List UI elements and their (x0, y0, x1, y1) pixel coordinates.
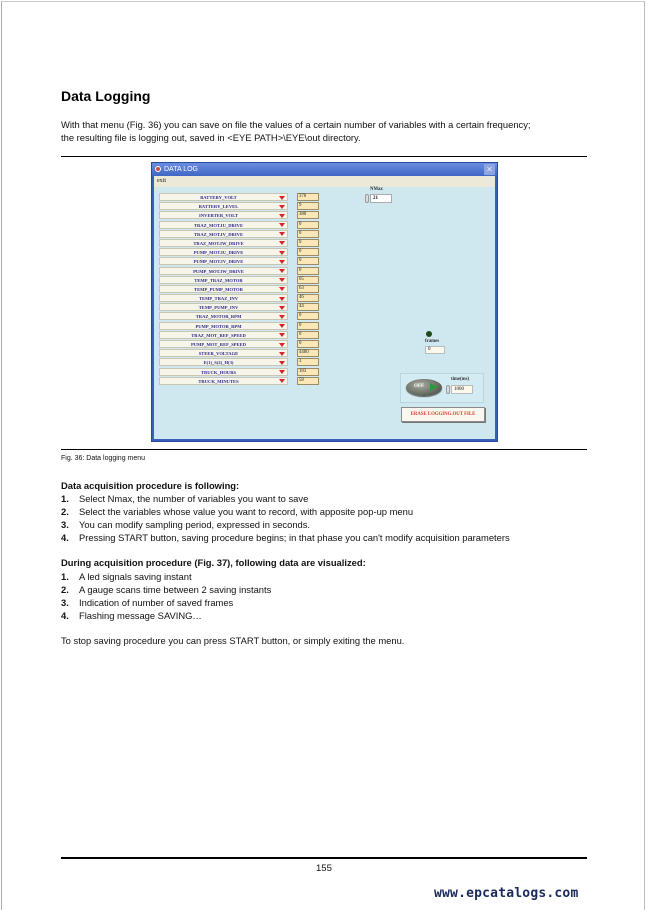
variable-select[interactable] (159, 230, 288, 238)
variable-select[interactable] (159, 193, 288, 201)
variable-name: TEMP_PUMP_MOTOR (194, 286, 243, 292)
variable-select[interactable] (159, 294, 288, 302)
step-text: Select Nmax, the number of variables you want to save (79, 493, 309, 504)
dropdown-arrow-icon[interactable] (279, 260, 285, 264)
start-button-label: OFF (414, 384, 424, 389)
stop-instructions: To stop saving procedure you can press START button, or simply exiting the menu. (61, 635, 405, 646)
list-item (61, 505, 510, 518)
variable-name: TRAZ_MOT.IV_DRIVE (193, 231, 244, 237)
variable-select[interactable] (159, 267, 288, 275)
step-number: 4. (61, 532, 69, 543)
dropdown-arrow-icon[interactable] (279, 269, 285, 273)
variable-value: 58 (297, 377, 319, 385)
variable-value: 0 (297, 322, 319, 330)
dropdown-arrow-icon[interactable] (279, 214, 285, 218)
list-item (61, 609, 271, 622)
figure-caption: Fig. 36: Data logging menu (61, 455, 146, 462)
nmax-spinner[interactable] (365, 194, 369, 203)
step-text: Flashing message SAVING… (79, 610, 202, 621)
variable-value: 44 (297, 303, 319, 311)
variable-name: E(1)_S(2)_H(3) (203, 360, 234, 366)
dropdown-arrow-icon[interactable] (279, 370, 285, 374)
dropdown-arrow-icon[interactable] (279, 352, 285, 356)
erase-logging-file-button[interactable]: ERASE LOGGING.OUT FILE (401, 407, 485, 422)
top-rule (61, 156, 587, 157)
dropdown-arrow-icon[interactable] (279, 324, 285, 328)
variable-select[interactable] (159, 211, 288, 219)
step-number: 1. (61, 493, 69, 504)
dropdown-arrow-icon[interactable] (279, 287, 285, 291)
variable-name: PUMP_MOTOR_RPM (195, 323, 242, 329)
start-toggle-button[interactable] (406, 379, 442, 396)
start-panel (400, 373, 484, 403)
step-text: Select the variables whose value you want to record, with apposite pop-up menu (79, 506, 414, 517)
step-text: Pressing START button, saving procedure begins; in that phase you can't modify acquisition parameters (79, 532, 510, 543)
variable-value: 376 (297, 193, 319, 201)
variable-name: BATTERY_LEVEL (198, 204, 239, 210)
step-text: A led signals saving instant (79, 571, 192, 582)
dropdown-arrow-icon[interactable] (279, 196, 285, 200)
variable-select[interactable] (159, 248, 288, 256)
variable-select[interactable] (159, 257, 288, 265)
during-heading: During acquisition procedure (Fig. 37), following data are visualized: (61, 557, 366, 568)
procedure-steps (61, 492, 510, 544)
dropdown-arrow-icon[interactable] (279, 315, 285, 319)
window-title: DATA LOG (164, 166, 198, 173)
dropdown-arrow-icon[interactable] (279, 343, 285, 347)
variable-name: TRAZ_MOTOR_RPM (195, 314, 242, 320)
menu-bar (154, 176, 495, 187)
variable-name: PUMP_MOT.IW_DRIVE (193, 268, 244, 274)
step-number: 3. (61, 597, 69, 608)
variable-select[interactable] (159, 358, 288, 366)
variable-value: 0 (297, 257, 319, 265)
variable-value: 63 (297, 285, 319, 293)
step-text: You can modify sampling period, expressed in seconds. (79, 519, 311, 530)
list-item (61, 531, 510, 544)
step-number: 2. (61, 506, 69, 517)
list-item (61, 583, 271, 596)
dropdown-arrow-icon[interactable] (279, 306, 285, 310)
list-item (61, 570, 271, 583)
variable-select[interactable] (159, 312, 288, 320)
saving-led-indicator (426, 331, 432, 337)
dropdown-arrow-icon[interactable] (279, 379, 285, 383)
variable-value: 0 (297, 239, 319, 247)
variable-value: 183 (297, 368, 319, 376)
play-arrow-icon (430, 383, 438, 391)
variable-name: TRUCK_MINUTES (198, 378, 239, 384)
dropdown-arrow-icon[interactable] (279, 232, 285, 236)
frames-label: frames (425, 339, 440, 344)
variable-value: 0 (297, 312, 319, 320)
dropdown-arrow-icon[interactable] (279, 223, 285, 227)
variable-name: INVERTER_VOLT (199, 213, 238, 219)
step-number: 1. (61, 571, 69, 582)
variable-value: 0 (297, 340, 319, 348)
variable-name: TRAZ_MOT_REF_SPEED (191, 332, 246, 338)
variable-name: TEMP_PUMP_INV (198, 305, 239, 311)
variable-select[interactable] (159, 285, 288, 293)
figure-bottom-rule (61, 449, 587, 450)
list-item (61, 518, 510, 531)
variable-select[interactable] (159, 368, 288, 376)
variable-select[interactable] (159, 239, 288, 247)
dropdown-arrow-icon[interactable] (279, 251, 285, 255)
dropdown-arrow-icon[interactable] (279, 278, 285, 282)
variable-value: 0 (297, 248, 319, 256)
variable-value: 3 (297, 358, 319, 366)
variable-value: 0 (297, 221, 319, 229)
dropdown-arrow-icon[interactable] (279, 205, 285, 209)
variable-value: 0 (297, 267, 319, 275)
variable-name: STEER_VOLTAGE (198, 351, 239, 357)
step-number: 2. (61, 584, 69, 595)
footer-rule (61, 857, 587, 859)
intro-line: the resulting file is logging out, saved in <EYE PATH>\EYE\out directory. (61, 132, 361, 143)
menu-exit[interactable]: exit (157, 178, 166, 184)
variable-name: TEMP_TRAZ_MOTOR (194, 277, 243, 283)
variable-select[interactable] (159, 377, 288, 385)
variable-name: TRAZ_MOT.IU_DRIVE (193, 222, 244, 228)
variable-name: PUMP_MOT_REF_SPEED (190, 342, 247, 347)
variable-select[interactable] (159, 276, 288, 284)
time-spinner[interactable] (446, 385, 450, 394)
watermark: www.epcatalogs.com (434, 886, 579, 901)
window-title-bar[interactable] (152, 163, 497, 176)
variable-name: PUMP_MOT.IV_DRIVE (193, 259, 244, 265)
list-item (61, 596, 271, 609)
variable-name: TRAZ_MOT.IW_DRIVE (193, 240, 244, 246)
nmax-label: NMax (370, 187, 383, 192)
variable-select[interactable] (159, 221, 288, 229)
time-label: time(ms) (451, 377, 470, 382)
close-icon[interactable]: ✕ (484, 164, 495, 175)
variable-value: 46 (297, 294, 319, 302)
variable-select[interactable] (159, 331, 288, 339)
dropdown-arrow-icon[interactable] (279, 297, 285, 301)
variable-name: TRUCK_HOURS (200, 369, 237, 375)
variable-select[interactable] (159, 340, 288, 348)
variable-select[interactable] (159, 303, 288, 311)
variable-value: 0 (297, 331, 319, 339)
step-text: A gauge scans time between 2 saving instants (79, 584, 272, 595)
variable-name: BATTERY_VOLT (200, 195, 237, 200)
variable-value: 380 (297, 211, 319, 219)
variable-value: 65 (297, 276, 319, 284)
variable-value: 0 (297, 230, 319, 238)
frames-display: 0 (425, 346, 445, 354)
intro-paragraph (61, 118, 601, 144)
variable-name: PUMP_MOT.IU_DRIVE (193, 250, 244, 256)
list-item (61, 492, 510, 505)
during-steps (61, 570, 271, 622)
dropdown-arrow-icon[interactable] (279, 333, 285, 337)
data-log-window (151, 162, 498, 442)
step-text: Indication of number of saved frames (79, 597, 234, 608)
nmax-input[interactable]: 21 (370, 194, 392, 203)
section-title: Data Logging (61, 88, 151, 104)
page-number: 155 (316, 863, 332, 874)
app-icon (155, 166, 161, 172)
window-body (154, 187, 495, 439)
variable-select[interactable] (159, 349, 288, 357)
procedure-heading: Data acquisition procedure is following: (61, 480, 240, 491)
step-number: 3. (61, 519, 69, 530)
variable-value: 4480 (297, 349, 319, 357)
variable-value: 9 (297, 202, 319, 210)
variable-select[interactable] (159, 202, 288, 210)
time-input[interactable]: 1000 (451, 385, 473, 394)
step-number: 4. (61, 610, 69, 621)
dropdown-arrow-icon[interactable] (279, 241, 285, 245)
intro-line: With that menu (Fig. 36) you can save on file the values of a certain number of variables with a certain frequency; (61, 119, 531, 130)
dropdown-arrow-icon[interactable] (279, 361, 285, 365)
variable-select[interactable] (159, 322, 288, 330)
variable-name: TEMP_TRAZ_INV (198, 296, 239, 302)
